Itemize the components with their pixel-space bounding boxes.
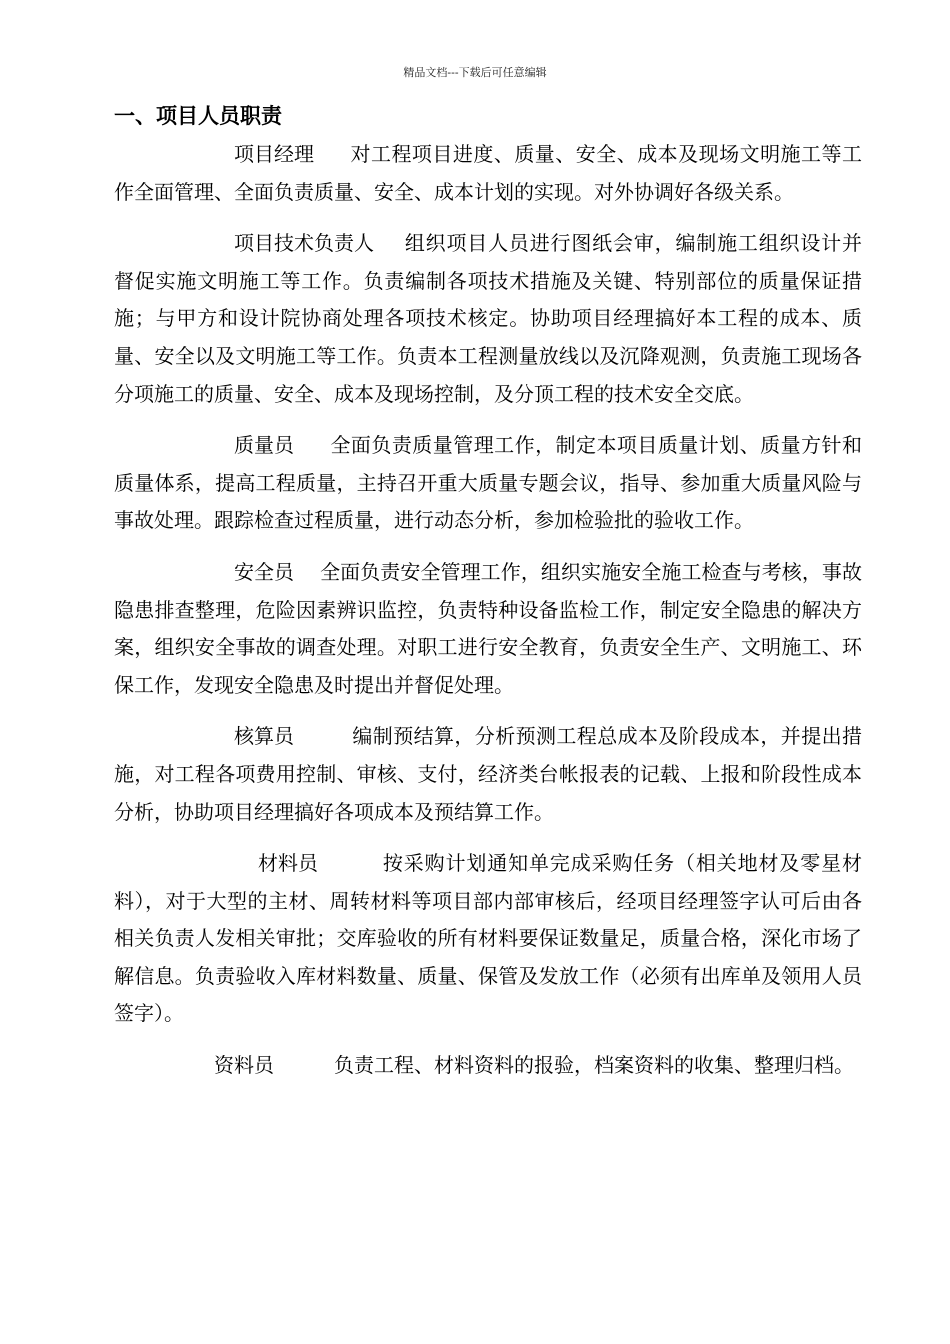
duty-text: 全面负责安全管理工作，组织实施安全施工检查与考核，事故隐患排查整理，危险因素辨识监控，负责特种设备监检工作，制定安全隐患的解决方案，组织安全事故的调查处理。对职工进行安全教育，负责安全生产、文明施工、环保工作，发现安全隐患及时提出并督促处理。 bbox=[114, 559, 862, 697]
page-header: 精品文档---下载后可任意编辑 bbox=[403, 66, 547, 79]
duty-text: 按采购计划通知单完成采购任务（相关地材及零星材料），对于大型的主材、周转材料等项目部内部审核后，经项目经理签字认可后由各相关负责人发相关审批；交库验收的所有材料要保证数量足，质量合格，深化市场了解信息。负责验收入库材料数量、质量、保管及发放工作（必须有出库单及领用人员签字）。 bbox=[114, 851, 862, 1026]
duty-text: 负责工程、材料资料的报验，档案资料的收集、整理归档。 bbox=[334, 1053, 854, 1078]
duty-paragraph-materials-officer bbox=[114, 845, 862, 1033]
duty-paragraph-cost-accountant bbox=[114, 718, 862, 831]
duty-text: 全面负责质量管理工作，制定本项目质量计划、质量方针和质量体系，提高工程质量，主持召开重大质量专题会议，指导、参加重大质量风险与事故处理。跟踪检查过程质量，进行动态分析，参加检验批的验收工作。 bbox=[114, 433, 862, 533]
duty-paragraph-safety-officer bbox=[114, 554, 862, 704]
duty-text: 编制预结算，分析预测工程总成本及阶段成本，并提出措施，对工程各项费用控制、审核、支付，经济类台帐报表的记载、上报和阶段性成本分析，协助项目经理搞好各项成本及预结算工作。 bbox=[114, 724, 862, 824]
section-title: 一、项目人员职责 bbox=[114, 104, 282, 128]
duty-paragraph-documents-officer bbox=[114, 1047, 862, 1085]
duty-paragraph-technical-lead bbox=[114, 225, 862, 413]
duty-role: 核算员 bbox=[234, 724, 294, 749]
duties-list bbox=[114, 136, 862, 1085]
duty-paragraph-project-manager bbox=[114, 136, 862, 211]
duty-text: 组织项目人员进行图纸会审，编制施工组织设计并督促实施文明施工等工作。负责编制各项技术措施及关键、特别部位的质量保证措施；与甲方和设计院协商处理各项技术核定。协助项目经理搞好本工程的成本、质量、安全以及文明施工等工作。负责本工程测量放线以及沉降观测，负责施工现场各分项施工的质量、安全、成本及现场控制，及分顶工程的技术安全交底。 bbox=[114, 231, 862, 406]
duty-role: 质量员 bbox=[234, 433, 294, 458]
duty-role: 资料员 bbox=[214, 1053, 274, 1078]
duty-text: 对工程项目进度、质量、安全、成本及现场文明施工等工作全面管理、全面负责质量、安全、成本计划的实现。对外协调好各级关系。 bbox=[114, 142, 862, 204]
duty-role: 安全员 bbox=[234, 559, 294, 584]
duty-role: 项目技术负责人 bbox=[234, 231, 374, 256]
duty-role: 材料员 bbox=[258, 851, 318, 876]
duty-paragraph-quality-officer bbox=[114, 427, 862, 540]
duty-role: 项目经理 bbox=[234, 142, 314, 166]
